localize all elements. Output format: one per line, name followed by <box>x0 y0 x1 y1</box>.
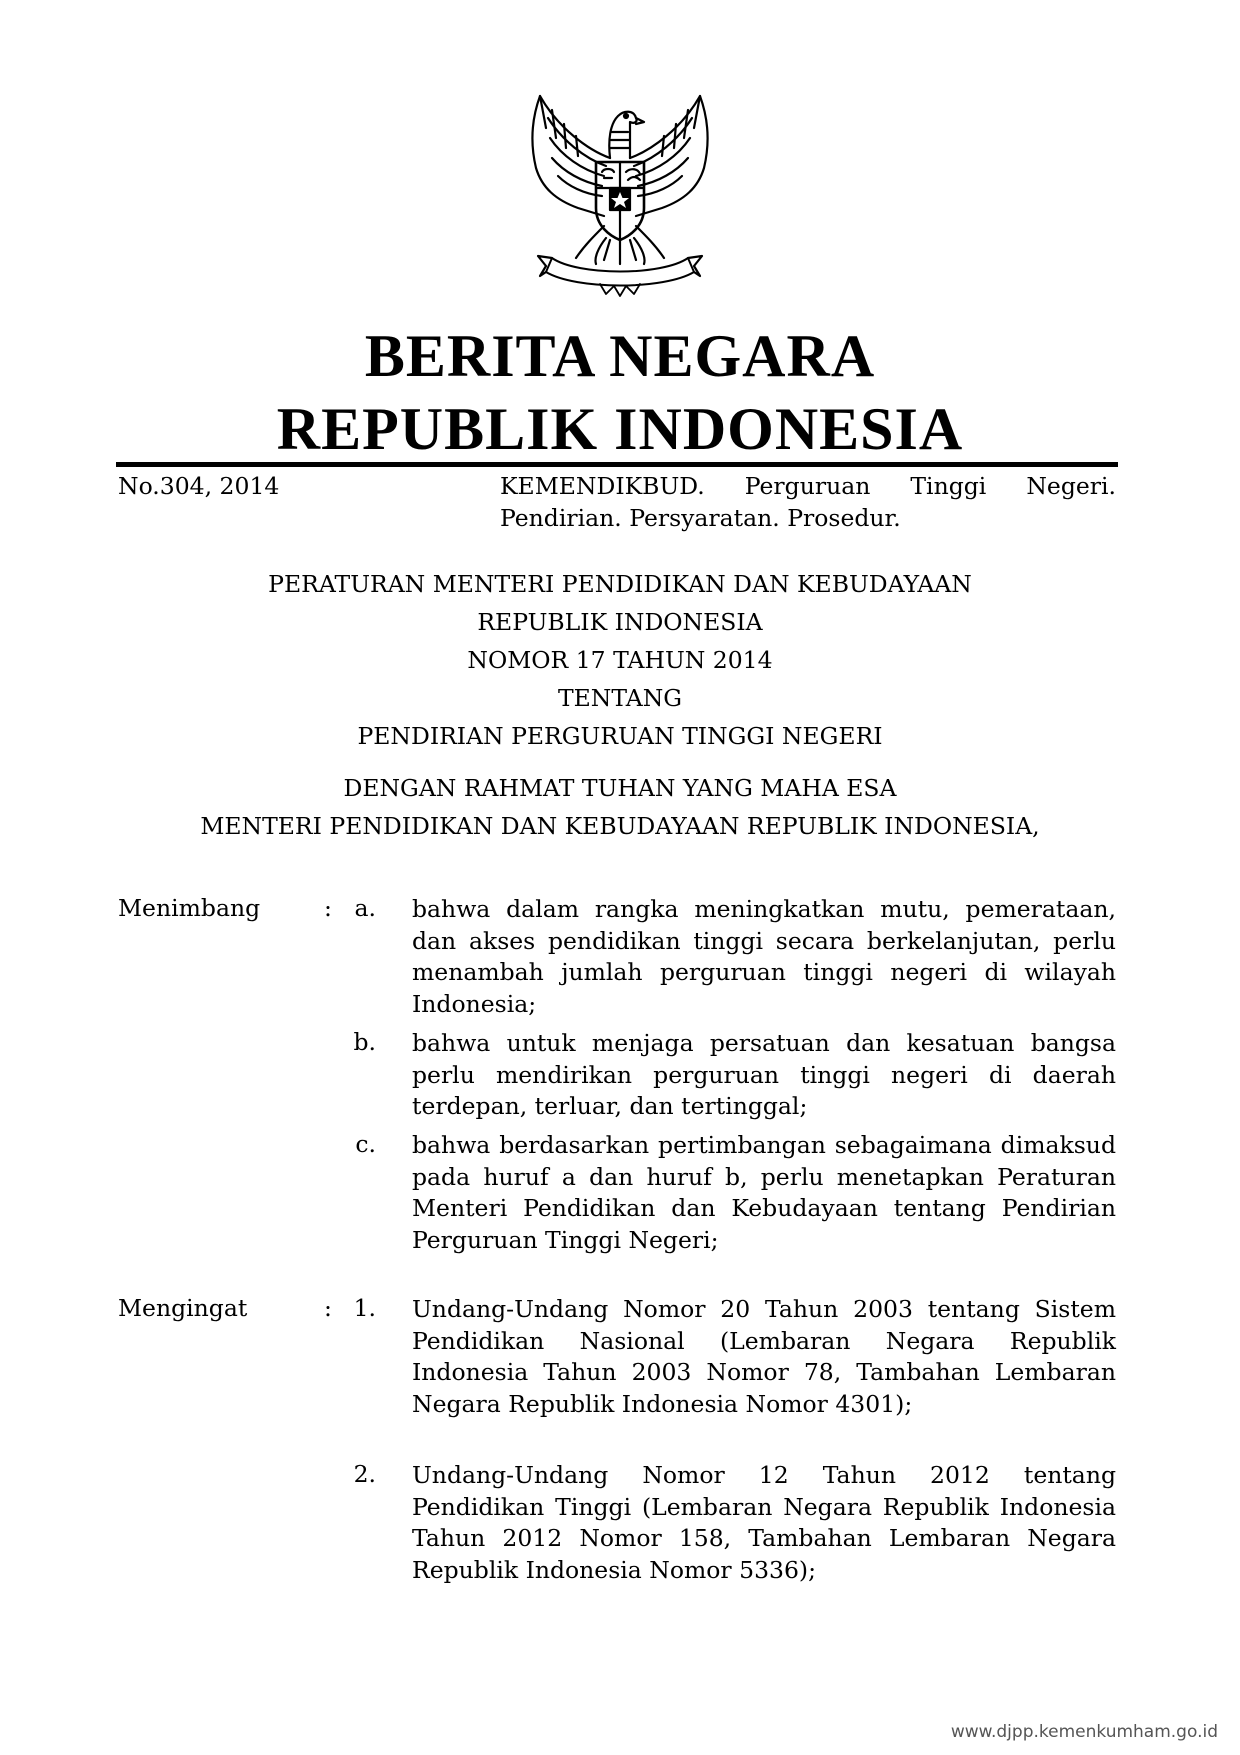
invocation-line1: DENGAN RAHMAT TUHAN YANG MAHA ESA <box>343 774 897 802</box>
regulation-subject: PENDIRIAN PERGURUAN TINGGI NEGERI <box>357 722 883 750</box>
menimbang-item-c: bahwa berdasarkan pertimbangan sebagaimana dimaksud pada huruf a dan huruf b, perlu menetapkan Peraturan Menteri Pendidikan dan Kebudayaan tentang Pendirian Perguruan Tinggi Negeri; <box>412 1131 1116 1254</box>
gazette-number: No.304, 2014 <box>118 472 280 500</box>
garuda-emblem-icon <box>518 88 722 298</box>
masthead-title-line2: REPUBLIK INDONESIA <box>276 396 964 462</box>
mengingat-marker-2: 2. <box>353 1460 376 1488</box>
menimbang-marker-b: b. <box>353 1028 376 1056</box>
masthead-divider <box>116 462 1118 467</box>
footer-url: www.djpp.kemenkumham.go.id <box>950 1722 1218 1742</box>
mengingat-item-1: Undang-Undang Nomor 20 Tahun 2003 tentang Sistem Pendidikan Nasional (Lembaran Negara Republik Indonesia Tahun 2003 Nomor 78, Tambahan Lembaran Negara Republik Indonesia Nomor 4301); <box>412 1295 1116 1418</box>
menimbang-label: Menimbang <box>118 894 261 922</box>
invocation-line2: MENTERI PENDIDIKAN DAN KEBUDAYAAN REPUBLIK INDONESIA, <box>200 812 1040 840</box>
menimbang-item-b: bahwa untuk menjaga persatuan dan kesatuan bangsa perlu mendirikan perguruan tinggi negeri di daerah terdepan, terluar, dan tertinggal; <box>412 1029 1116 1120</box>
mengingat-label: Mengingat <box>118 1294 248 1322</box>
menimbang-colon: : <box>324 894 332 922</box>
regulation-tentang: TENTANG <box>557 684 683 712</box>
mengingat-colon: : <box>324 1294 332 1322</box>
gazette-topic: KEMENDIKBUD. Perguruan Tinggi Negeri. Pendirian. Persyaratan. Prosedur. <box>500 472 1116 532</box>
mengingat-marker-1: 1. <box>353 1294 376 1322</box>
mengingat-item-2: Undang-Undang Nomor 12 Tahun 2012 tentang Pendidikan Tinggi (Lembaran Negara Republik Indonesia Tahun 2012 Nomor 158, Tambahan Lembaran Negara Republik Indonesia Nomor 5336); <box>412 1461 1116 1584</box>
regulation-title-line2: REPUBLIK INDONESIA <box>477 608 763 636</box>
regulation-title-line1: PERATURAN MENTERI PENDIDIKAN DAN KEBUDAYAAN <box>268 570 972 598</box>
regulation-number: NOMOR 17 TAHUN 2014 <box>467 646 773 674</box>
masthead-title-line1: BERITA NEGARA <box>364 323 876 389</box>
menimbang-item-a: bahwa dalam rangka meningkatkan mutu, pemerataan, dan akses pendidikan tinggi secara berkelanjutan, perlu menambah jumlah perguruan tinggi negeri di wilayah Indonesia; <box>412 895 1116 1018</box>
menimbang-marker-a: a. <box>354 894 376 922</box>
menimbang-marker-c: c. <box>355 1130 376 1158</box>
